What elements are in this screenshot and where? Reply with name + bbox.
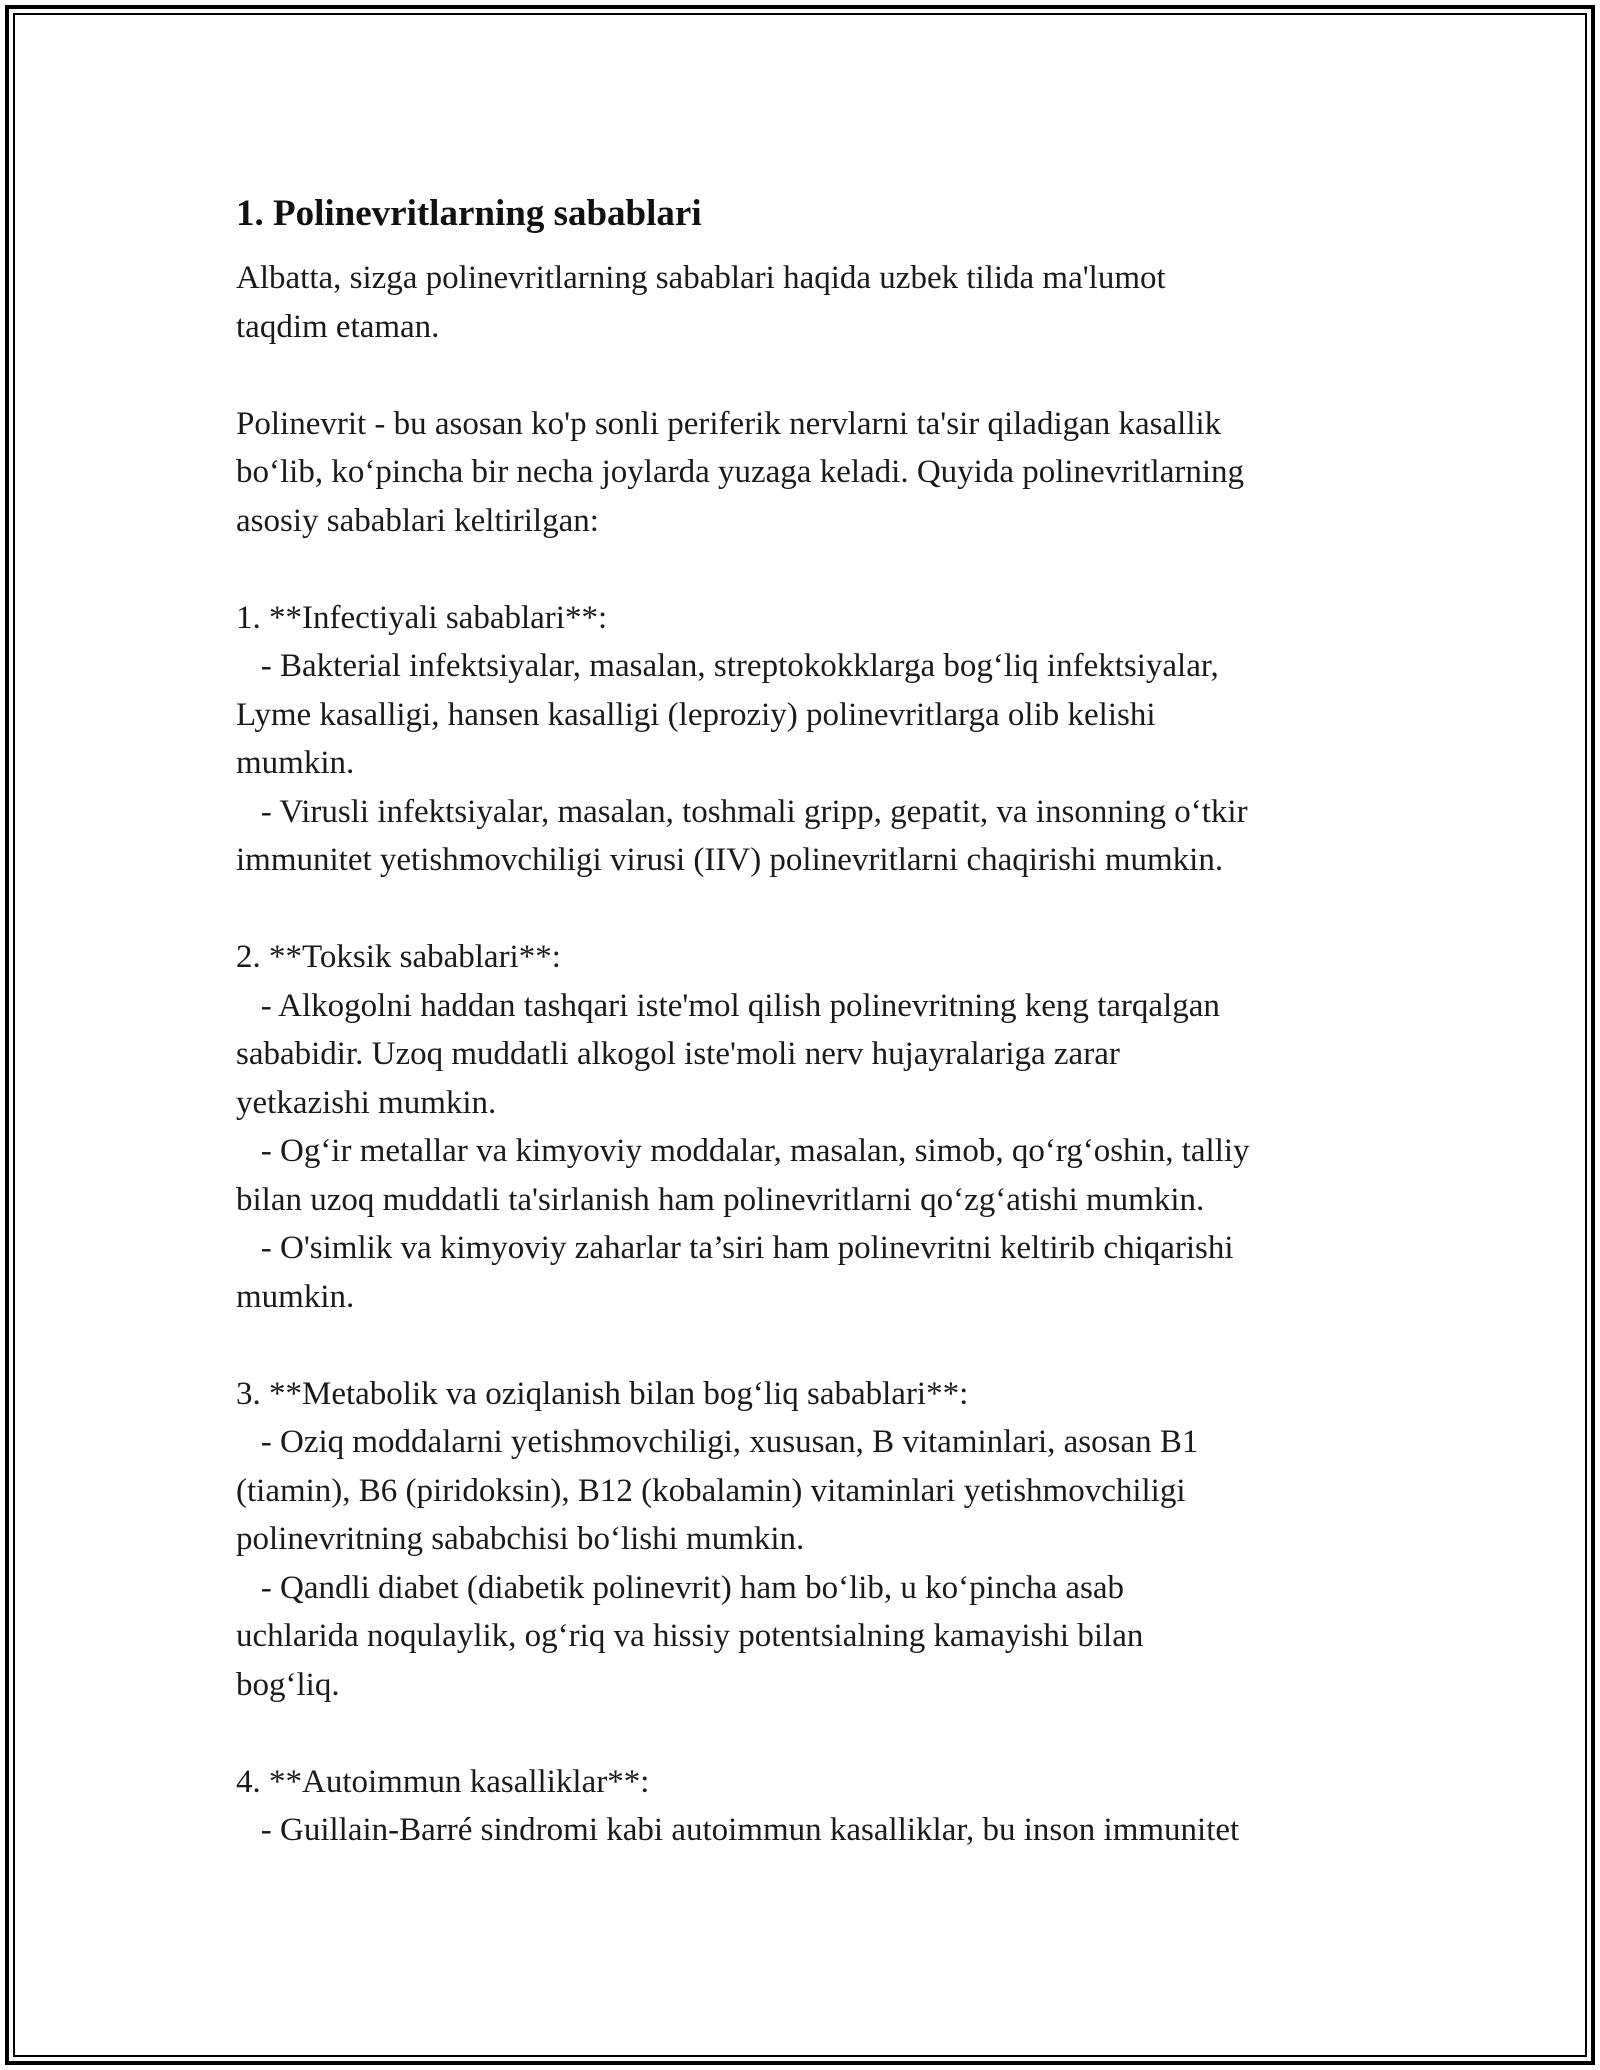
text-line: sababidir. Uzoq muddatli alkogol iste'moli nerv hujayralariga zarar <box>236 1036 1120 1072</box>
section-autoimmune <box>236 1758 1376 1855</box>
text-line: asosiy sabablari keltirilgan: <box>236 502 599 539</box>
section-toxic <box>236 933 1376 1321</box>
section-metabolic <box>236 1370 1376 1710</box>
text-line: - Guillain-Barré sindromi kabi autoimmun kasalliklar, bu inson immunitet <box>236 1812 1240 1848</box>
text-line: Albatta, sizga polinevritlarning sabablari haqida uzbek tilida ma'lumot <box>236 260 1166 296</box>
document-title: 1. Polinevritlarning sabablari <box>236 193 702 234</box>
document-body <box>236 186 1376 1855</box>
text-line: yetkazishi mumkin. <box>236 1084 497 1121</box>
definition-paragraph <box>236 400 1376 546</box>
text-line: (tiamin), B6 (piridoksin), B12 (kobalamin) vitaminlari yetishmovchiligi <box>236 1472 1186 1509</box>
text-line: - Oziq moddalarni yetishmovchiligi, xususan, B vitaminlari, asosan B1 <box>236 1424 1199 1460</box>
text-line: mumkin. <box>236 1278 355 1315</box>
paragraph-spacer <box>236 885 1376 934</box>
text-line: mumkin. <box>236 745 355 781</box>
text-line: - Bakterial infektsiyalar, masalan, streptokokklarga bog‘liq infektsiyalar, <box>236 648 1219 684</box>
text-line: - O'simlik va kimyoviy zaharlar ta’siri ham polinevritni keltirib chiqarishi <box>236 1230 1234 1266</box>
text-line: - Og‘ir metallar va kimyoviy moddalar, masalan, simob, qo‘rg‘oshin, talliy <box>236 1133 1250 1169</box>
paragraph-spacer <box>236 545 1376 594</box>
text-line: bo‘lib, ko‘pincha bir necha joylarda yuzaga keladi. Quyida polinevritlarning <box>236 454 1244 490</box>
text-line: polinevritning sababchisi bo‘lishi mumkin. <box>236 1521 805 1557</box>
paragraph-spacer <box>236 1321 1376 1370</box>
paragraph-spacer <box>236 1709 1376 1758</box>
section-heading: 1. **Infectiyali sabablari**: <box>236 599 608 636</box>
text-line: Polinevrit - bu asosan ko'p sonli periferik nervlarni ta'sir qiladigan kasallik <box>236 405 1222 442</box>
text-line: taqdim etaman. <box>236 308 440 345</box>
text-line: bilan uzoq muddatli ta'sirlanish ham polinevritlarni qo‘zg‘atishi mumkin. <box>236 1181 1205 1218</box>
section-heading: 2. **Toksik sabablari**: <box>236 939 561 975</box>
section-heading: 4. **Autoimmun kasalliklar**: <box>236 1763 650 1800</box>
text-line: immunitet yetishmovchiligi virusi (IIV) polinevritlarni chaqirishi mumkin. <box>236 842 1224 878</box>
paragraph-spacer <box>236 351 1376 400</box>
text-line: Lyme kasalligi, hansen kasalligi (leproziy) polinevritlarga olib kelishi <box>236 696 1156 733</box>
section-infectious <box>236 594 1376 885</box>
text-line: - Alkogolni haddan tashqari iste'mol qilish polinevritning keng tarqalgan <box>236 987 1220 1024</box>
text-line: - Qandli diabet (diabetik polinevrit) ham bo‘lib, u ko‘pincha asab <box>236 1569 1125 1606</box>
text-line: - Virusli infektsiyalar, masalan, toshmali gripp, gepatit, va insonning o‘tkir <box>236 793 1248 830</box>
text-line: bog‘liq. <box>236 1666 340 1703</box>
section-heading: 3. **Metabolik va oziqlanish bilan bog‘liq sabablari**: <box>236 1375 969 1412</box>
text-line: uchlarida noqulaylik, og‘riq va hissiy potentsialning kamayishi bilan <box>236 1618 1144 1654</box>
intro-paragraph <box>236 254 1376 351</box>
